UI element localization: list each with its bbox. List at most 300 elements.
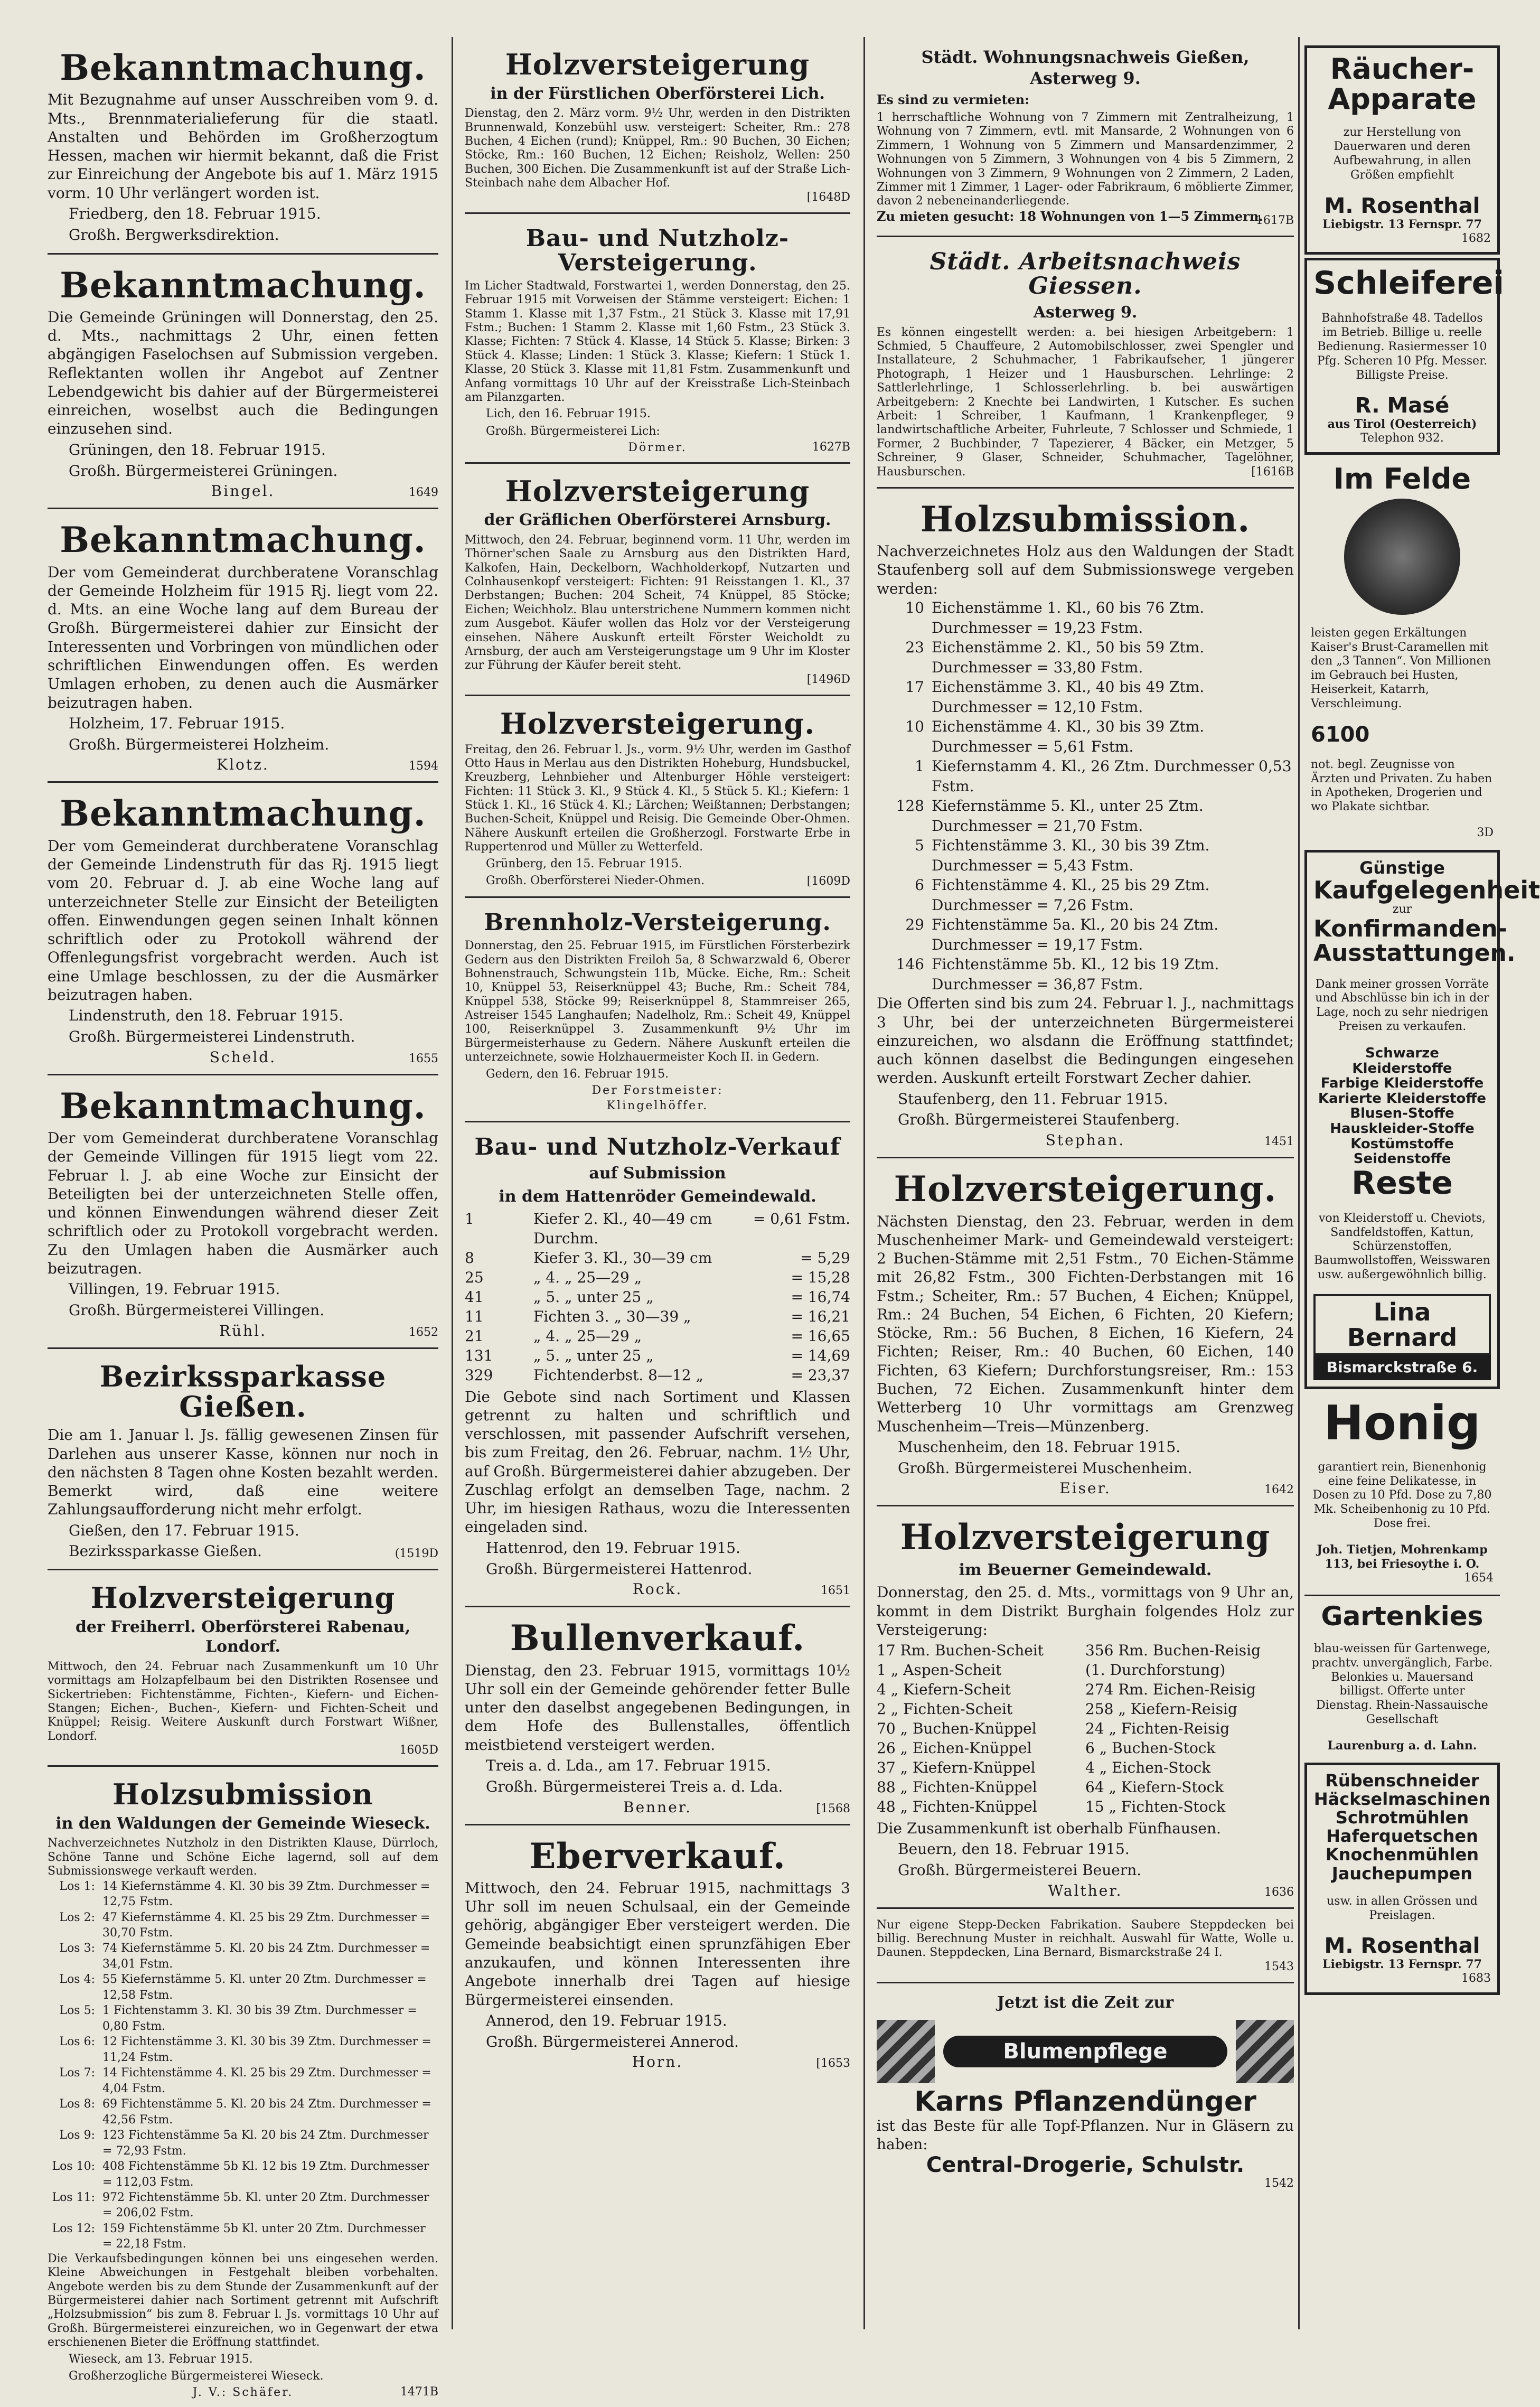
notice-body: Der vom Gemeinderat durchberatene Voranschlag der Gemeinde Holzheim für 1915 Rj. liegt vom 22. d. Mts. an eine Woche lang auf dem Bureau der Großh. Bürgermeisterei dahier zur Einsicht der Interessenten und Vorbringen von mündlichen oder schriftlichen Einwendungen offen. Es werden Umlagen erhoben, zu denen auch die Ausmärker beizutragen haben. bbox=[48, 563, 438, 711]
lot-item bbox=[877, 598, 1294, 638]
lot-text: Kiefernstamm 4. Kl., 26 Ztm. Durchmesser 0,53 Fstm. bbox=[932, 757, 1292, 795]
cell-desc: „ 5. „ unter 25 „ bbox=[533, 1288, 654, 1306]
ad-gartenkies bbox=[1304, 1595, 1500, 1759]
list-item: Hauskleider-Stoffe bbox=[1330, 1120, 1475, 1137]
ad-top: Jetzt ist die Zeit zur bbox=[997, 1993, 1174, 2012]
notice-place: Friedberg, den 18. Februar 1915. bbox=[69, 204, 321, 222]
ad-body: blau-weissen für Gartenwege, prachtv. unvergänglich, Farbe. Belonkies u. Mauersand billigst. Offerte unter Dienstag. Rhein-Nassauische Gesellschaft bbox=[1311, 1642, 1493, 1726]
notice-title: Bekanntmachung. bbox=[60, 793, 426, 835]
notice-title: Städt. Wohnungsnachweis Gießen, Asterweg 9. bbox=[921, 47, 1250, 88]
cell-right: 15 „ Fichten-Stock bbox=[1085, 1797, 1226, 1815]
notice-body: Donnerstag, den 25. Februar 1915, im Fürstlichen Försterbezirk Gedern aus den Distrikten Freiloh 5a, 8 Schwarzwald 6, Oberer Bohnenstrauch, Schwungstein 11b, Mücke. Eiche, Rm.: Scheit 10, Knüppel 53, Reiserknüppel 43; Buche, Rm.: Scheit 784, Knüppel 538, Stöcke 99; Reiserknüppel 8, Stammreiser 265, Astreiser 1545 Langhaufen; Nadelholz, Rm.: Scheit 49, Knüppel 100, Reiserknüppel 3. Zusammenkunft 9½ Uhr im Bürgermeisterhause zu Gedern. Nähere Auskunft erteilen die unterzeichnete, sowie Holzhauermeister Koch II. in Gedern. bbox=[465, 939, 850, 1064]
notice-bullenverkauf bbox=[465, 1613, 850, 1825]
ad-mid: zur bbox=[1392, 903, 1412, 916]
notice-body: 1 herrschaftliche Wohnung von 7 Zimmern mit Zentralheizung, 1 Wohnung von 7 Zimmern, evtl. mit Mansarde, 2 Wohnungen von 6 Zimmern, 1 Wohnung von 5 Zimmern und Mansardenzimmer, 2 Wohnungen von 5 Zimmern, 3 Wohnungen von 4 bis 5 Zimmern, 2 Wohnungen von 3 Zimmern, 9 Wohnungen von 2 Zimmern, 2 Laden, Zimmer mit 1 Zimmer, 1 Lager- oder Fabrikraum, 6 möblierte Zimmer, davon 2 nebeneinanderliegende. bbox=[877, 111, 1294, 208]
cell-left: 2 „ Fichten-Scheit bbox=[877, 1700, 1013, 1718]
table-row bbox=[465, 1327, 850, 1346]
ad-body: Bahnhofstraße 48. Tadellos im Betrieb. Billige u. reelle Bedienung. Rasiermesser 10 Pfg. Scheren 10 Pfg. Messer. Billigste Preise. bbox=[1317, 312, 1488, 382]
column-rule-3 bbox=[1298, 37, 1300, 2329]
cell-left: 88 „ Fichten-Knüppel bbox=[877, 1778, 1037, 1796]
ad-pflanzenduenger bbox=[877, 1989, 1294, 2199]
notice-title: Holzversteigerung bbox=[900, 1516, 1271, 1558]
lot-item bbox=[48, 2096, 438, 2128]
table-row bbox=[465, 1249, 850, 1268]
ad-address: Liebigstr. 13 Fernspr. 77 bbox=[1322, 1958, 1482, 1972]
notice-place: Hattenrod, den 19. Februar 1915. bbox=[486, 1539, 740, 1557]
leaf-ornament-icon bbox=[877, 2020, 935, 2083]
notice-title: Bullenverkauf. bbox=[510, 1617, 805, 1659]
column-1 bbox=[48, 42, 438, 2399]
notice-body: Freitag, den 26. Februar l. Js., vorm. 9½ Uhr, werden im Gasthof Otto Haus in Merlau aus den Distrikten Hoheburg, Hundsbuckel, Kreuzberg, Lehnbieher und Altenburger Höhle versteigert: Fichten: 11 Stück 3. Kl., 9 Stück 4. Kl., 5 Stück 5. Kl.; Kiefern: 1 Stück 1. Kl., 16 Stück 4. Kl.; Lärchen; Weißtannen; Derbstangen; Buchen-Scheit, Knüppel und Reisig. Die Gemeinde Ober-Ohmen. Nähere Auskunft erteilen die Großherzogl. Forstwarte Erbe in Ruppertenrod und Müller zu Wetterfeld. bbox=[465, 743, 850, 854]
lot-item bbox=[48, 1972, 438, 2003]
cell-right: 4 „ Eichen-Stock bbox=[1085, 1758, 1211, 1776]
column-rule-2 bbox=[863, 37, 865, 2329]
cell-count: 11 bbox=[465, 1307, 484, 1325]
lot-text: 47 Kiefernstämme 4. Kl. 25 bis 29 Ztm. Durchmesser = 30,70 Fstm. bbox=[102, 1910, 430, 1940]
notice-title: Bau- und Nutzholz-Versteigerung. bbox=[525, 224, 790, 276]
notice-gedern bbox=[465, 903, 850, 1122]
notice-signature: Rühl. bbox=[219, 1322, 267, 1340]
ad-address: aus Tirol (Oesterreich) bbox=[1327, 417, 1477, 432]
notice-wanted: Zu mieten gesucht: 18 Wohnungen von 1—5 Zimmern. bbox=[877, 208, 1263, 224]
table-row bbox=[465, 1268, 850, 1288]
notice-body: Dienstag, den 2. März vorm. 9½ Uhr, werden in den Distrikten Brunnenwald, Konzebühl usw. versteigert: Scheiter, Rm.: 278 Buchen, 4 Eichen (rund); Knüppel, Rm.: 90 Buchen, 30 Eichen; Stöcke, Rm.: 160 Buchen, 12 Eichen; Reisholz, Wellen: 250 Buchen, 300 Eichen. Die Zusammenkunft ist auf der Straße Lich-Steinbach nahe dem Albacher Hof. bbox=[465, 107, 850, 190]
lot-number: Los 1: bbox=[59, 1879, 95, 1893]
cell-desc: Fichtenderbst. 8—12 „ bbox=[533, 1366, 704, 1384]
list-item: Häckselmaschinen bbox=[1313, 1788, 1491, 1809]
table-row bbox=[877, 1680, 1294, 1700]
ad-address: Bismarckstraße 6. bbox=[1313, 1355, 1491, 1380]
notice-number: 1605D bbox=[399, 1744, 438, 1757]
lot-item bbox=[877, 638, 1294, 677]
lot-text: Fichtenstämme 5a. Kl., 20 bis 24 Ztm. Durchmesser = 19,17 Fstm. bbox=[932, 916, 1219, 953]
notice-title: Holzversteigerung. bbox=[500, 706, 815, 741]
lot-text: 159 Fichtenstämme 5b Kl. unter 20 Ztm. Durchmesser = 22,18 Fstm. bbox=[102, 2222, 426, 2251]
notice-muschenheim bbox=[877, 1164, 1294, 1506]
lot-item bbox=[48, 2065, 438, 2096]
lot-number: Los 4: bbox=[59, 1973, 95, 1987]
notice-signature: Rock. bbox=[632, 1580, 683, 1598]
table-row bbox=[465, 1307, 850, 1327]
cell-count: 1 bbox=[465, 1210, 474, 1228]
ad-title: Räucher-Apparate bbox=[1328, 52, 1477, 116]
notice-signature: Scheld. bbox=[209, 1048, 277, 1066]
ad-brand: M. Rosenthal bbox=[1324, 1934, 1480, 1959]
notice-body-2: Die Zusammenkunft ist oberhalb Fünfhausen. bbox=[877, 1819, 1221, 1837]
notice-org: Großh. Bergwerksdirektion. bbox=[69, 226, 279, 243]
lot-number: 1 bbox=[915, 757, 924, 775]
lot-item bbox=[48, 2190, 438, 2221]
list-item: Kostümstoffe bbox=[1350, 1136, 1454, 1152]
cell-desc: „ 5. „ unter 25 „ bbox=[533, 1346, 654, 1364]
cell-right: 356 Rm. Buchen-Reisig bbox=[1085, 1642, 1261, 1660]
notice-subtitle: im Beuerner Gemeindewald. bbox=[959, 1560, 1212, 1579]
lot-number: 6 bbox=[915, 876, 924, 894]
cell-right: 24 „ Fichten-Reisig bbox=[1085, 1719, 1230, 1737]
lot-text: Eichenstämme 4. Kl., 30 bis 39 Ztm. Durchmesser = 5,61 Fstm. bbox=[932, 718, 1205, 755]
caramel-tin-icon bbox=[1344, 499, 1460, 615]
notice-rabenau bbox=[48, 1576, 438, 1767]
lot-number: Los 12: bbox=[52, 2222, 95, 2235]
lot-text: 14 Fichtenstämme 4. Kl. 25 bis 29 Ztm. Durchmesser = 4,04 Fstm. bbox=[102, 2066, 431, 2095]
notice-body: Donnerstag, den 25. d. Mts., vormittags von 9 Uhr an, kommt in dem Distrikt Burghain folgendes Holz zur Versteigerung: bbox=[877, 1584, 1294, 1638]
notice-number: 1655 bbox=[409, 1052, 438, 1065]
lot-text: Kiefernstämme 5. Kl., unter 25 Ztm. Durchmesser = 21,70 Fstm. bbox=[932, 797, 1204, 835]
notice-body: Die Verkaufsbedingungen können bei uns eingesehen werden. Kleine Abweichungen in Festgehalt bleiben vorbehalten. Angebote werden bis zu dem Stunde der Zusammenkunft auf der Bürgermeisterei dahier nach Sortiment getrennt mit Aufschrift „Holzsubmission“ bis zum 8. Februar l. Js. vormittags 10 Uhr auf Großh. Bürgermeisterei einzureichen, wo in Gegenwart der etwa erschienenen Bieter die Eröffnung stattfindet. bbox=[48, 2252, 438, 2349]
lot-number: Los 3: bbox=[59, 1942, 95, 1955]
ad-title: Kaufgelegenheit bbox=[1313, 876, 1540, 905]
ad-phone: Telephon 932. bbox=[1360, 432, 1444, 445]
lot-text: Eichenstämme 1. Kl., 60 bis 76 Ztm. Durchmesser = 19,23 Fstm. bbox=[932, 599, 1205, 636]
lot-text: 55 Kiefernstämme 5. Kl. unter 20 Ztm. Durchmesser = 12,58 Fstm. bbox=[102, 1973, 427, 2002]
ad-brand: Lina Bernard bbox=[1313, 1294, 1491, 1356]
notice-number: 1617B bbox=[1255, 213, 1294, 227]
list-item: Blusen-Stoffe bbox=[1350, 1106, 1454, 1122]
ad-body: garantiert rein, Bienenhonig eine feine Delikatesse, in Dosen zu 10 Pfd. Dose zu 7,80 Mk. Scheibenhonig zu 10 Pfd. Dose frei. bbox=[1312, 1460, 1492, 1531]
notice-holzheim bbox=[48, 514, 438, 783]
ad-lina-bernard bbox=[1304, 850, 1540, 1389]
lot-number: Los 6: bbox=[59, 2035, 95, 2049]
list-item: Seidenstoffe bbox=[1353, 1151, 1451, 1167]
notice-number: 1451 bbox=[1264, 1135, 1294, 1149]
ad-body: Dank meiner grossen Vorräte und Abschlüsse bin ich in der Lage, noch zu sehr niedrigen Preisen zu verkaufen. bbox=[1315, 977, 1489, 1034]
lot-number: Los 5: bbox=[59, 2004, 95, 2018]
ad-address: Laurenburg a. d. Lahn. bbox=[1327, 1738, 1477, 1753]
notice-title: Holzsubmission. bbox=[920, 498, 1251, 540]
ad-landmaschinen bbox=[1304, 1763, 1500, 1995]
column-2 bbox=[465, 42, 850, 2324]
cell-volume: = 15,28 bbox=[791, 1268, 850, 1286]
cell-volume: = 16,74 bbox=[791, 1288, 850, 1306]
notice-body: Die Gemeinde Grüningen will Donnerstag, den 25. d. Mts., nachmittags 2 Uhr, einen fetten abgängigen Faselochsen auf Submission vergeben. Reflektanten wollen ihr Angebot auf Zentner Lebendgewicht bis dahier auf der Bürgermeisterei einreichen, woselbst auch die Bedingungen einzusehen sind. bbox=[48, 308, 438, 438]
notice-place: Gedern, den 16. Februar 1915. bbox=[486, 1067, 669, 1081]
cell-count: 8 bbox=[465, 1249, 474, 1267]
lot-list bbox=[877, 598, 1294, 994]
cell-desc: Kiefer 2. Kl., 40—49 cm Durchm. bbox=[533, 1210, 712, 1247]
cell-desc: Fichten 3. „ 30—39 „ bbox=[533, 1307, 691, 1325]
notice-wohnungsnachweis bbox=[877, 42, 1294, 237]
list-item: Karierte Kleiderstoffe bbox=[1318, 1090, 1487, 1107]
ad-title: Im Felde bbox=[1333, 462, 1471, 496]
lot-text: Eichenstämme 3. Kl., 40 bis 49 Ztm. Durchmesser = 12,10 Fstm. bbox=[932, 678, 1205, 716]
notice-number: [1609D bbox=[806, 874, 850, 888]
notice-lich-oberfoersterei bbox=[465, 42, 850, 214]
notice-org: Großh. Bürgermeisterei Muschenheim. bbox=[898, 1459, 1192, 1477]
notice-place: Lich, den 16. Februar 1915. bbox=[486, 407, 651, 421]
ad-brand: R. Masé bbox=[1355, 394, 1450, 418]
notice-title: Städt. Arbeitsnachweis Giessen. bbox=[929, 248, 1241, 299]
lot-text: 69 Fichtenstämme 5. Kl. 20 bis 24 Ztm. Durchmesser = 42,56 Fstm. bbox=[102, 2097, 431, 2127]
notice-place: Grüningen, den 18. Februar 1915. bbox=[69, 441, 326, 458]
ad-number: 1683 bbox=[1461, 1972, 1491, 1985]
cell-volume: = 16,65 bbox=[791, 1327, 850, 1345]
ad-count: 6100 bbox=[1311, 722, 1370, 747]
cell-count: 25 bbox=[465, 1268, 484, 1286]
notice-place: Beuern, den 18. Februar 1915. bbox=[898, 1840, 1130, 1858]
notice-place: Muschenheim, den 18. Februar 1915. bbox=[898, 1438, 1181, 1456]
notice-body: Mittwoch, den 24. Februar, beginnend vorm. 11 Uhr, werden im Thörner'schen Saale zu Arnsburg aus den Distrikten Hard, Kalkofen, Hain, Deckelborn, Wachholderkopf, Nutzarten und Colnhausenkopf versteigert: Fichten: 91 Reisstangen 1. Kl., 37 Derbstangen; Buchen: 204 Scheit, 74 Knüppel, 85 Stöcke; Eichen; Weichholz. Blau unterstrichene Nummern kommen nicht zum Ausgebot. Käufer wollen das Holz vor der Versteigerung einsehen. Nähere Auskunft erteilt Förster Weicholdt zu Arnsburg, der auch am Versteigerungstage um 9 Uhr im Kloster zur Führung der Käufer bereit steht. bbox=[465, 533, 850, 672]
lot-number: Los 10: bbox=[52, 2160, 95, 2174]
lot-text: 408 Fichtenstämme 5b Kl. 12 bis 19 Ztm. Durchmesser = 112,03 Fstm. bbox=[102, 2160, 429, 2189]
notice-place: Gießen, den 17. Februar 1915. bbox=[69, 1521, 299, 1539]
notice-title: Bekanntmachung. bbox=[60, 1085, 426, 1127]
notice-arnsburg bbox=[465, 469, 850, 696]
cell-left: 17 Rm. Buchen-Scheit bbox=[877, 1642, 1044, 1660]
notice-subtitle: auf Submission bbox=[589, 1164, 726, 1183]
notice-signature: Benner. bbox=[623, 1798, 692, 1816]
notice-signature: J. V.: Schäfer. bbox=[192, 2385, 294, 2399]
notice-number: 1471B bbox=[400, 2385, 438, 2399]
cell-desc: „ 4. „ 25—29 „ bbox=[533, 1268, 642, 1286]
notice-body: Nächsten Dienstag, den 23. Februar, werden in dem Muschenheimer Mark- und Gemeindewald versteigert: 2 Buchen-Stämme mit 2,51 Fstm., 70 Eichen-Stämme mit 26,82 Fstm., 300 Fichten-Derbstangen mit 16 Fstm.; Scheiter, Rm.: 57 Buchen, 4 Eichen; Knüppel, Rm.: 24 Buchen, 54 Eichen, 6 Fichten, 20 Kiefern; Stöcke, Rm.: 56 Buchen, 8 Eichen, 16 Kiefern, 24 Fichten; Reiser, Rm.: 40 Buchen, 60 Eichen, 140 Fichten, 63 Kiefern; Durchforstungsreiser, Rm.: 153 Buchen, 72 Eichen. Zusammenkunft hinter dem Wetterberg 10 Uhr vormittags am Grenzweg Muschenheim—Treis—Münzenberg. bbox=[877, 1212, 1294, 1435]
notice-grueningen bbox=[48, 260, 438, 510]
list-item: Schwarze Kleiderstoffe bbox=[1352, 1045, 1452, 1076]
list-item: Knochenmühlen bbox=[1325, 1844, 1479, 1865]
cell-volume: = 14,69 bbox=[791, 1346, 850, 1364]
column-3 bbox=[877, 42, 1294, 2324]
list-item: Farbige Kleiderstoffe bbox=[1320, 1075, 1484, 1092]
ad-title-2: Konfirmanden-Ausstattungen. bbox=[1313, 915, 1516, 967]
ad-number: 1654 bbox=[1464, 1571, 1494, 1585]
column-rule-1 bbox=[452, 37, 453, 2329]
notice-org: Großh. Bürgermeisterei Lich: bbox=[486, 424, 660, 438]
list-item: Haferquetschen bbox=[1326, 1826, 1478, 1847]
lot-item bbox=[48, 2128, 438, 2159]
notice-title: Eberverkauf. bbox=[529, 1835, 786, 1877]
notice-body: Die am 1. Januar l. Js. fällig gewesenen Zinsen für Darlehen aus unserer Kasse, können nur noch in den nächsten 8 Tagen ohne Kosten bezahlt werden. Bemerkt wird, daß eine weitere Zahlungsaufforderung nicht mehr erfolgt. bbox=[48, 1426, 438, 1519]
cell-desc: Kiefer 3. Kl., 30—39 cm bbox=[533, 1249, 712, 1267]
ad-body-2: not. begl. Zeugnisse von Ärzten und Privaten. Zu haben in Apotheken, Drogerien und wo Plakate sichtbar. bbox=[1311, 757, 1492, 814]
lot-text: 74 Kiefernstämme 5. Kl. 20 bis 24 Ztm. Durchmesser = 34,01 Fstm. bbox=[102, 1942, 430, 1971]
notice-org: Großh. Bürgermeisterei Annerod. bbox=[486, 2033, 739, 2050]
notice-lich-stadtwald bbox=[465, 219, 850, 464]
notice-number: 1594 bbox=[409, 760, 438, 773]
ad-schleiferei bbox=[1304, 258, 1504, 455]
lot-number: 146 bbox=[896, 956, 924, 973]
notice-org: Großherzogliche Bürgermeisterei Wieseck. bbox=[69, 2369, 324, 2383]
lot-item bbox=[877, 756, 1294, 796]
notice-number: 1627B bbox=[812, 440, 850, 454]
cell-left: 70 „ Buchen-Knüppel bbox=[877, 1719, 1037, 1737]
table-row bbox=[877, 1758, 1294, 1778]
notice-signature: Klotz. bbox=[217, 756, 269, 774]
table-row bbox=[465, 1210, 850, 1249]
notice-subtitle: Asterweg 9. bbox=[1033, 303, 1138, 322]
notice-title: Holzversteigerung bbox=[90, 1581, 396, 1615]
notice-title: Bau- und Nutzholz-Verkauf bbox=[474, 1133, 841, 1160]
ad-reste: Reste bbox=[1351, 1164, 1453, 1202]
lot-text: 1 Fichtenstamm 3. Kl. 30 bis 39 Ztm. Durchmesser = 0,80 Fstm. bbox=[102, 2004, 417, 2033]
notice-subtitle-2: in dem Hattenröder Gemeindewald. bbox=[499, 1187, 816, 1206]
ad-footer: Central-Drogerie, Schulstr. bbox=[926, 2153, 1245, 2178]
notice-signature: Dörmer. bbox=[628, 441, 687, 454]
notice-signature: Stephan. bbox=[1045, 1131, 1125, 1149]
notice-bergwerksdirektion bbox=[48, 42, 438, 255]
notice-place: Staufenberg, den 11. Februar 1915. bbox=[898, 1090, 1168, 1108]
ad-top: Günstige bbox=[1359, 857, 1445, 878]
notice-title: Holzversteigerung bbox=[505, 474, 810, 508]
notice-title: Holzversteigerung bbox=[505, 48, 810, 81]
ad-body: Nur eigene Stepp-Decken Fabrikation. Saubere Steppdecken bei billig. Berechnung Muster in reichhalt. Auswahl für Watte, Wolle u. Daunen. Steppdecken, Lina Bernard, Bismarckstraße 24 I. bbox=[877, 1918, 1294, 1960]
list-item: Jauchepumpen bbox=[1331, 1863, 1473, 1884]
ad-title: Karns Pflanzendünger bbox=[914, 2086, 1256, 2118]
table-row bbox=[877, 1641, 1294, 1661]
lot-number: 10 bbox=[905, 599, 924, 616]
notice-subtitle: in den Waldungen der Gemeinde Wieseck. bbox=[55, 1814, 430, 1833]
notice-subtitle: Es sind zu vermieten: bbox=[877, 92, 1030, 107]
lot-number: 17 bbox=[905, 678, 924, 696]
notice-body: Die Offerten sind bis zum 24. Februar l. J., nachmittags 3 Uhr, bei der unterzeichneten Bürgermeisterei einzureichen, wo alsdann die Eröffnung stattfindet; auch können daselbst die Bedingungen eingesehen werden. Auskunft erteilt Forstwart Zecher dahier. bbox=[877, 995, 1294, 1087]
notice-title: Bekanntmachung. bbox=[60, 47, 426, 88]
ad-title: Schleiferei bbox=[1313, 265, 1504, 302]
lot-item bbox=[48, 2159, 438, 2190]
ad-brand: M. Rosenthal bbox=[1324, 193, 1480, 218]
notice-nieder-ohmen bbox=[465, 701, 850, 898]
lot-item bbox=[877, 717, 1294, 756]
notice-subtitle: der Freiherrl. Oberförsterei Rabenau, Londorf. bbox=[75, 1617, 411, 1656]
lot-number: 10 bbox=[905, 718, 924, 736]
lot-text: 123 Fichtenstämme 5a Kl. 20 bis 24 Ztm. Durchmesser = 72,93 Fstm. bbox=[102, 2129, 429, 2158]
notice-place: Annerod, den 19. Februar 1915. bbox=[486, 2011, 727, 2029]
notice-arbeitsnachweis bbox=[877, 242, 1294, 489]
notice-number: [1568 bbox=[816, 1802, 850, 1815]
notice-signature: Horn. bbox=[632, 2053, 683, 2071]
lot-text: 14 Kiefernstämme 4. Kl. 30 bis 39 Ztm. Durchmesser = 12,75 Fstm. bbox=[102, 1879, 430, 1909]
cell-left: 37 „ Kiefern-Knüppel bbox=[877, 1758, 1036, 1776]
cell-right: 64 „ Kiefern-Stock bbox=[1085, 1778, 1224, 1796]
lot-text: Fichtenstämme 3. Kl., 30 bis 39 Ztm. Durchmesser = 5,43 Fstm. bbox=[932, 837, 1210, 874]
notice-org: Der Forstmeister: bbox=[591, 1083, 724, 1097]
notice-title: Bezirkssparkasse Gießen. bbox=[99, 1359, 387, 1423]
notice-place: Treis a. d. Lda., am 17. Februar 1915. bbox=[486, 1756, 771, 1774]
cell-count: 21 bbox=[465, 1327, 484, 1345]
notice-place: Grünberg, den 15. Februar 1915. bbox=[486, 857, 682, 870]
notice-title: Bekanntmachung. bbox=[60, 519, 426, 561]
cell-volume: = 23,37 bbox=[791, 1366, 850, 1384]
lot-item bbox=[48, 1910, 438, 1941]
cell-count: 329 bbox=[465, 1366, 493, 1384]
lot-number: 29 bbox=[905, 916, 924, 934]
list-item: Schrotmühlen bbox=[1335, 1807, 1469, 1828]
lot-item bbox=[48, 2034, 438, 2065]
table-row bbox=[877, 1661, 1294, 1680]
notice-signature: Walther. bbox=[1048, 1881, 1123, 1899]
notice-place: Villingen, 19. Februar 1915. bbox=[69, 1280, 280, 1298]
ad-stepp-decken bbox=[877, 1914, 1294, 1983]
leaf-ornament-icon bbox=[1236, 2020, 1294, 2083]
notice-body: Mittwoch, den 24. Februar 1915, nachmittags 3 Uhr soll im neuen Schulsaal, ein der Gemeinde gehörig, abgängiger Eber versteigert werden. Die Gemeinde beabsichtigt einen sprunzfähigen Eber anzukaufen, und können Interessenten ihre Angebote innerhalb drei Tagen auf hiesige Bürgermeisterei einsenden. bbox=[465, 1879, 850, 2009]
ad-title: Gartenkies bbox=[1321, 1601, 1483, 1632]
cell-left: 48 „ Fichten-Knüppel bbox=[877, 1797, 1037, 1815]
notice-signature: Klingelhöffer. bbox=[606, 1099, 709, 1112]
ad-kaisers-caramellen bbox=[1304, 458, 1500, 847]
ad-body: ist das Beste für alle Topf-Pflanzen. Nur in Gläsern zu haben: bbox=[877, 2116, 1294, 2153]
notice-signature: Bingel. bbox=[211, 482, 275, 500]
table-row bbox=[877, 1719, 1294, 1739]
lot-item bbox=[48, 1879, 438, 1910]
column-4 bbox=[1304, 42, 1540, 2324]
cell-left: 4 „ Kiefern-Scheit bbox=[877, 1680, 1011, 1698]
lot-number: Los 9: bbox=[59, 2129, 95, 2142]
ad-body: zur Herstellung von Dauerwaren und deren Aufbewahrung, in allen Größen empfiehlt bbox=[1333, 126, 1471, 182]
notice-villingen bbox=[48, 1081, 438, 1349]
lot-number: Los 8: bbox=[59, 2097, 95, 2111]
lot-text: Fichtenstämme 5b. Kl., 12 bis 19 Ztm. Durchmesser = 36,87 Fstm. bbox=[932, 956, 1219, 993]
ad-tail: usw. in allen Grössen und Preislagen. bbox=[1327, 1894, 1478, 1922]
table-row bbox=[465, 1288, 850, 1307]
ad-title: Honig bbox=[1323, 1396, 1481, 1451]
lot-table bbox=[465, 1210, 850, 1385]
lot-item bbox=[877, 875, 1294, 915]
ad-address: Joh. Tietjen, Mohrenkamp 113, bei Friesoythe i. O. bbox=[1317, 1542, 1488, 1571]
ad-number: 1543 bbox=[1264, 1960, 1294, 1973]
ad-number: 3D bbox=[1477, 826, 1494, 840]
ad-item-list bbox=[1313, 1046, 1491, 1167]
notice-body: Es können eingestellt werden: a. bei hiesigen Arbeitgebern: 1 Schmied, 5 Chauffeure, 2 Automobilschlosser, zwei Spengler und Installateure, 2 Schuhmacher, 1 Fabrikaufseher, 1 jüngerer Photograph, 1 Heizer und 1 Hausburschen. Lehrlinge: 2 Sattlerlehrlinge, 1 Schlosserlehrling. b. bei auswärtigen Arbeitgebern: 2 Knechte bei Landwirten, 1 Kutscher. Es suchen Arbeit: 1 Schreiber, 1 Kaufmann, 1 Krankenpfleger, 9 landwirtschaftliche Arbeiter, Fuhrleute, 7 Schlosser und Schmiede, 1 Former, 2 Buchbinder, 7 Tapezierer, 4 Bäcker, ein Metzger, 5 Schreiner, 9 Glaser, Schneider, Schuhmacher, Tagelöhner, Hausburschen. bbox=[877, 325, 1294, 479]
notice-body: Im Licher Stadtwald, Forstwartei 1, werden Donnerstag, den 25. Februar 1915 mit Vorweisen der Stämme versteigert: Eichen: 1 Stamm 1. Klasse mit 1,37 Fstm., 21 Stück 3. Klasse mit 17,91 Fstm.; Buchen: 1 Stamm 2. Klasse mit 1,60 Fstm., 23 Stück 3. Klasse; Fichten: 7 Stück 4. Klasse, 14 Stück 5. Klasse; Birken: 3 Stück 4. Klasse; Linden: 1 Stück 3. Klasse; Kiefern: 1 Stück 1. Klasse, 20 Stück 3. Klasse mit 11,81 Fstm. Zusammenkunft und Anfang vormittags 10 Uhr auf der Kreisstraße Lich-Steinbach am Pilanzgarten. bbox=[465, 279, 850, 405]
table-row bbox=[877, 1739, 1294, 1758]
notice-subtitle: in der Fürstlichen Oberförsterei Lich. bbox=[490, 84, 825, 103]
ad-number: 1542 bbox=[1264, 2177, 1294, 2190]
notice-org: Großh. Bürgermeisterei Lindenstruth. bbox=[69, 1027, 355, 1045]
notice-org: Großh. Bürgermeisterei Villingen. bbox=[69, 1301, 325, 1319]
lot-item bbox=[48, 2221, 438, 2252]
notice-place: Wieseck, am 13. Februar 1915. bbox=[69, 2352, 253, 2366]
notice-org: Großh. Bürgermeisterei Holzheim. bbox=[69, 735, 330, 753]
notice-org: Großh. Bürgermeisterei Grüningen. bbox=[69, 462, 338, 480]
cell-left: 1 „ Aspen-Scheit bbox=[877, 1661, 1002, 1679]
notice-intro: Nachverzeichnetes Nutzholz in den Distrikten Klause, Dürrloch, Schöne Tanne und Schöne Eiche lagernd, soll auf dem Submissionswege verkauft werden. bbox=[48, 1837, 438, 1878]
cell-volume: = 16,21 bbox=[791, 1307, 850, 1325]
cell-volume: = 5,29 bbox=[800, 1249, 850, 1267]
notice-body: Der vom Gemeinderat durchberatene Voranschlag der Gemeinde Lindenstruth für das Rj. 1915 liegt vom 20. Februar d. J. ab eine Woche lang auf unterzeichneter Stelle zur Einsicht der Beteiligten offen. Einwendungen gegen seinen Inhalt können schriftlich oder zu Protokoll während der Offenlegungsfrist vorgebracht werden. Auch ist eine Umlage beschlossen, zu der die Ausmärker beizutragen haben. bbox=[48, 837, 438, 1004]
lot-number: Los 11: bbox=[52, 2190, 95, 2204]
lot-item bbox=[877, 836, 1294, 875]
notice-org: Großh. Bürgermeisterei Treis a. d. Lda. bbox=[486, 1777, 783, 1795]
notice-lindenstruth bbox=[48, 788, 438, 1075]
lot-number: Los 2: bbox=[59, 1910, 95, 1924]
notice-org: Großh. Bürgermeisterei Hattenrod. bbox=[486, 1560, 753, 1578]
notice-org: Großh. Oberförsterei Nieder-Ohmen. bbox=[486, 874, 705, 887]
table-row bbox=[877, 1797, 1294, 1817]
notice-bezirkssparkasse bbox=[48, 1354, 438, 1570]
notice-place: Lindenstruth, den 18. Februar 1915. bbox=[69, 1007, 344, 1025]
notice-body: Der vom Gemeinderat durchberatene Voranschlag der Gemeinde Villingen für 1915 liegt vom 22. Februar l. J. ab eine Woche zur Einsicht der Beteiligten bei der unterzeichneten Stelle offen, und können Einwendungen während dieser Zeit schriftlich oder zu Protokoll vorgebracht werden. Zu den Umlagen haben die Ausmärker auch beizutragen. bbox=[48, 1129, 438, 1277]
notice-subtitle: der Gräflichen Oberförsterei Arnsburg. bbox=[484, 511, 831, 530]
notice-eberverkauf bbox=[465, 1831, 850, 2079]
ad-body-2: von Kleiderstoff u. Cheviots, Sandfeldstoffen, Kattun, Schürzenstoffen, Baumwollstoffen, Weisswaren usw. außergewöhnlich billig. bbox=[1314, 1211, 1490, 1281]
lot-item bbox=[877, 796, 1294, 836]
notice-title: Holzsubmission bbox=[112, 1777, 373, 1812]
notice-number: 1642 bbox=[1264, 1483, 1294, 1497]
lot-table bbox=[877, 1641, 1294, 1817]
lot-item bbox=[877, 677, 1294, 717]
cell-right: (1. Durchforstung) bbox=[1085, 1661, 1226, 1679]
lot-item bbox=[877, 954, 1294, 994]
ad-number: 1682 bbox=[1461, 231, 1491, 245]
ad-item-list bbox=[1313, 1772, 1491, 1883]
lot-number: 5 bbox=[915, 837, 924, 855]
notice-intro: Nachverzeichnetes Holz aus den Waldungen der Stadt Staufenberg soll auf dem Submissionswege vergeben werden: bbox=[877, 542, 1294, 597]
notice-signature: Eiser. bbox=[1059, 1479, 1111, 1497]
ad-address: Liebigstr. 13 Fernspr. 77 bbox=[1322, 217, 1482, 231]
notice-hattenrod bbox=[465, 1128, 850, 1608]
lot-list bbox=[48, 1879, 438, 2252]
notice-number: [1648D bbox=[806, 190, 850, 204]
cell-right: 6 „ Buchen-Stock bbox=[1085, 1739, 1216, 1757]
notice-body: Dienstag, den 23. Februar 1915, vormittags 10½ Uhr soll ein der Gemeinde gehörender fetter Bulle unter den daselbst angegebenen Bedingungen, in dem Hofe des Bullenstalles, öffentlich meistbietend versteigert werden. bbox=[465, 1661, 850, 1754]
lot-text: Fichtenstämme 4. Kl., 25 bis 29 Ztm. Durchmesser = 7,26 Fstm. bbox=[932, 876, 1210, 914]
